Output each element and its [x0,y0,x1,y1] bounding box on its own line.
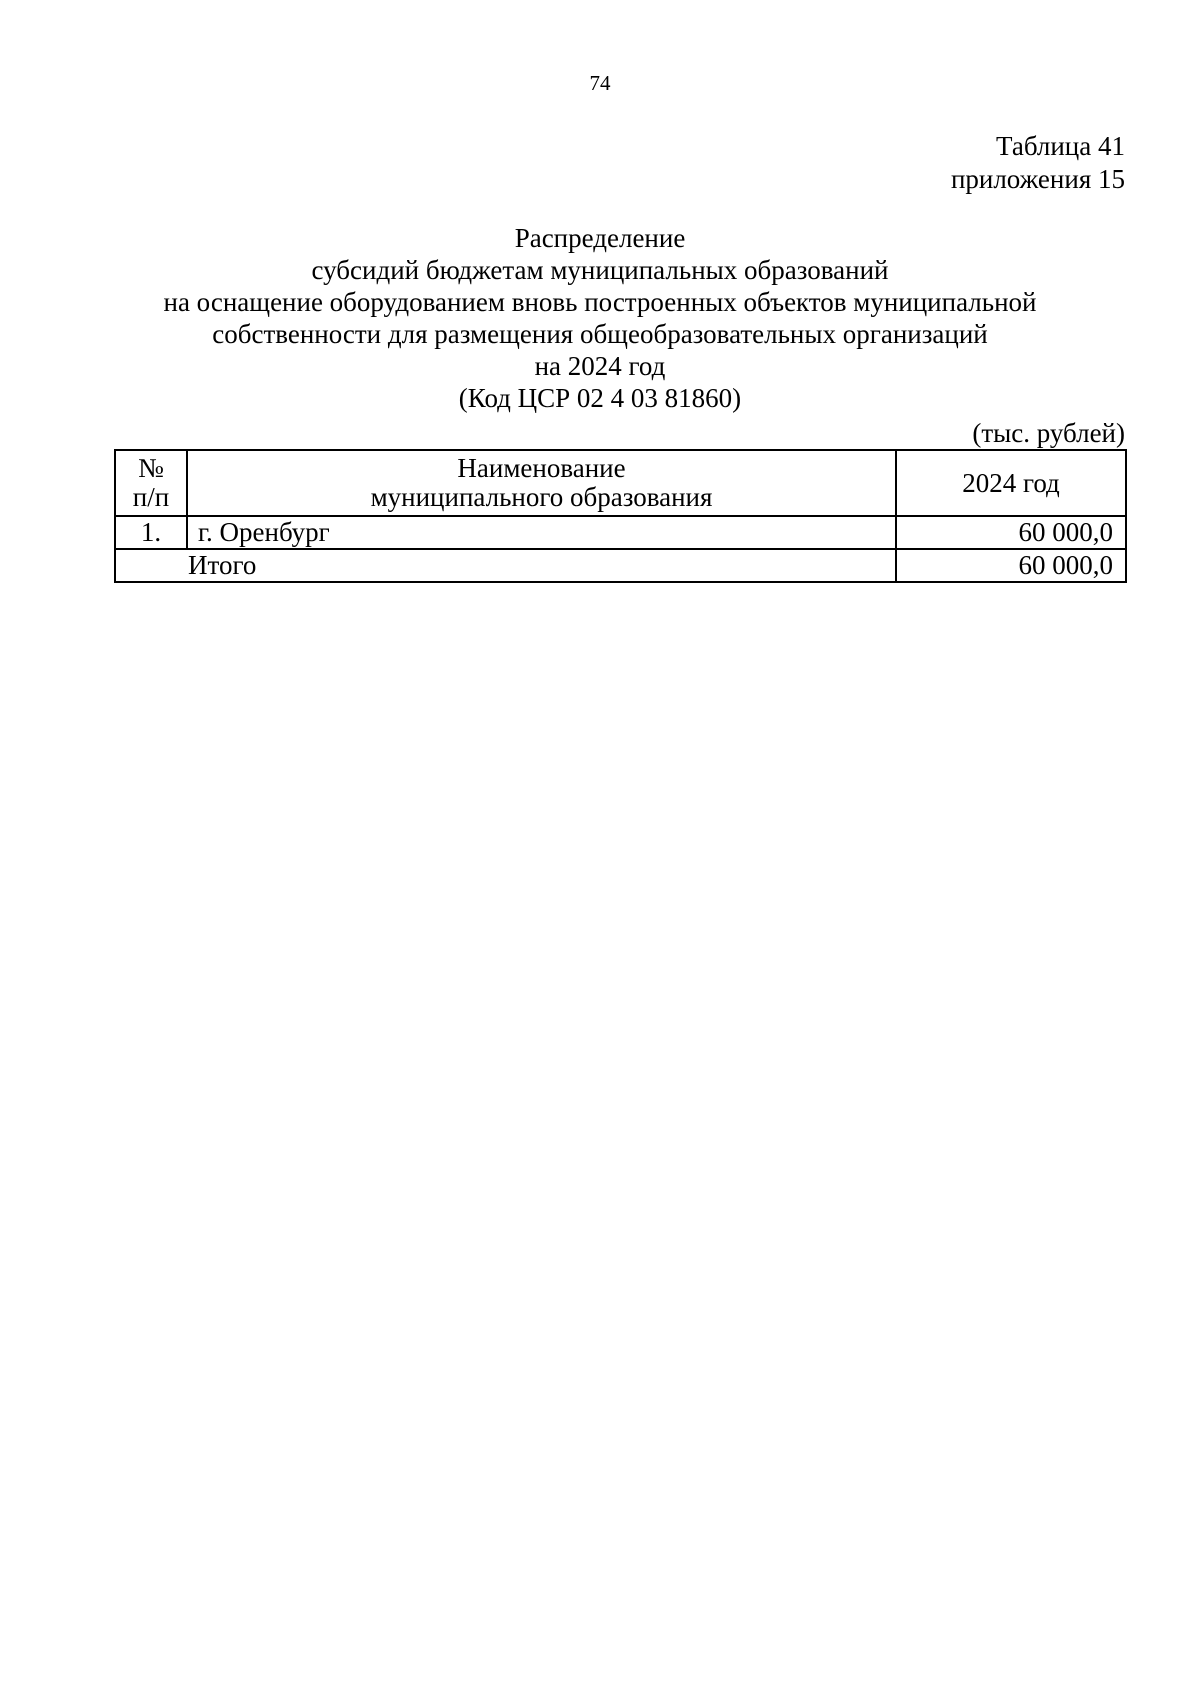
table-header-row [115,450,1126,516]
total-value: 60 000,0 [896,549,1126,582]
total-label: Итого [115,549,896,582]
header-number [115,450,187,516]
row-number: 1. [115,516,187,549]
table-number: Таблица 41 [996,131,1125,161]
header-number-line-1: № [138,453,164,483]
title-line-2: субсидий бюджетам муниципальных образований [311,255,889,285]
header-name [187,450,896,516]
row-value: 60 000,0 [896,516,1126,549]
total-row [115,549,1126,582]
table-row [115,516,1126,549]
row-municipality: г. Оренбург [187,516,896,549]
title-line-3: на оснащение оборудованием вновь построенных объектов муниципальной [163,287,1037,317]
units-label: (тыс. рублей) [972,418,1125,448]
table-reference [951,130,1125,196]
title-line-6: (Код ЦСР 02 4 03 81860) [458,383,742,413]
title-line-4: собственности для размещения общеобразовательных организаций [212,319,988,349]
distribution-table [114,449,1127,583]
header-name-line-1: Наименование [457,453,626,483]
header-name-line-2: муниципального образования [370,482,713,512]
title-line-5: на 2024 год [534,351,666,381]
document-title [0,222,1200,414]
title-line-1: Распределение [514,223,686,253]
appendix-number: приложения 15 [950,164,1125,194]
header-year: 2024 год [896,450,1126,516]
page-number: 74 [589,71,611,95]
header-number-line-2: п/п [132,482,170,512]
